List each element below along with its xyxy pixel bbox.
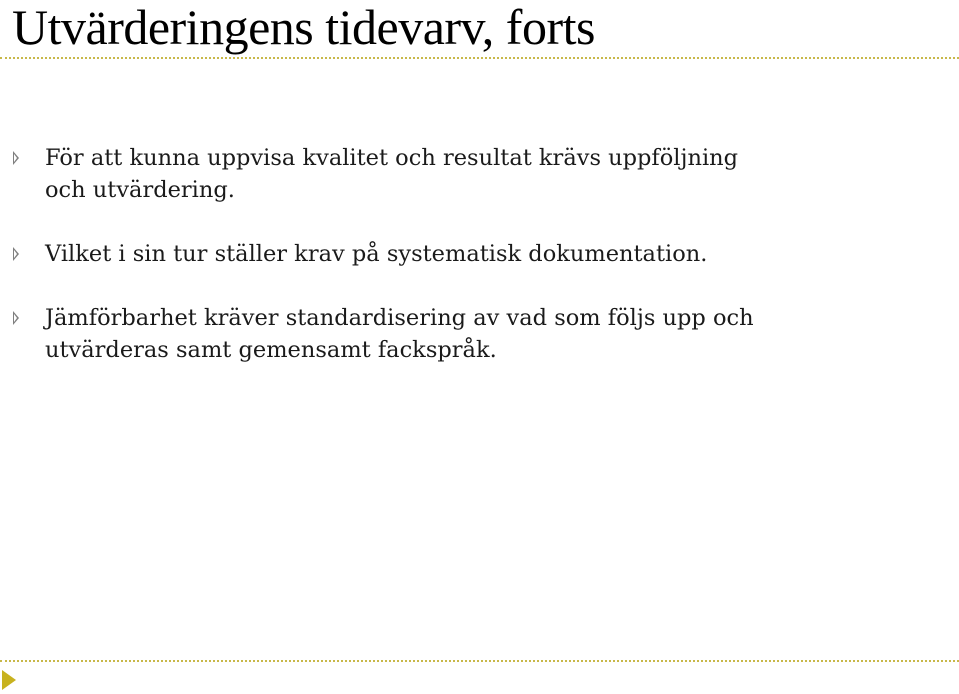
bullet-list xyxy=(13,142,913,366)
slide-title: Utvärderingens tidevarv, forts xyxy=(12,0,595,55)
bullet-text-line: utvärderas samt gemensamt fackspråk. xyxy=(45,337,497,363)
title-divider xyxy=(0,57,959,59)
bullet-item xyxy=(13,238,913,270)
bullet-item xyxy=(13,142,913,206)
bullet-text-line: Vilket i sin tur ställer krav på systematisk dokumentation. xyxy=(45,241,708,267)
bullet-item xyxy=(13,302,913,366)
hollow-triangle-bullet-icon xyxy=(13,151,19,165)
hollow-triangle-bullet-icon xyxy=(13,311,19,325)
bullet-text-line: Jämförbarhet kräver standardisering av vad som följs upp och xyxy=(45,305,754,331)
bullet-text-line: och utvärdering. xyxy=(45,177,235,203)
footer-divider xyxy=(0,660,959,662)
hollow-triangle-bullet-icon xyxy=(13,247,19,261)
corner-arrow-icon xyxy=(2,670,16,690)
bullet-text-line: För att kunna uppvisa kvalitet och resultat krävs uppföljning xyxy=(45,145,739,171)
